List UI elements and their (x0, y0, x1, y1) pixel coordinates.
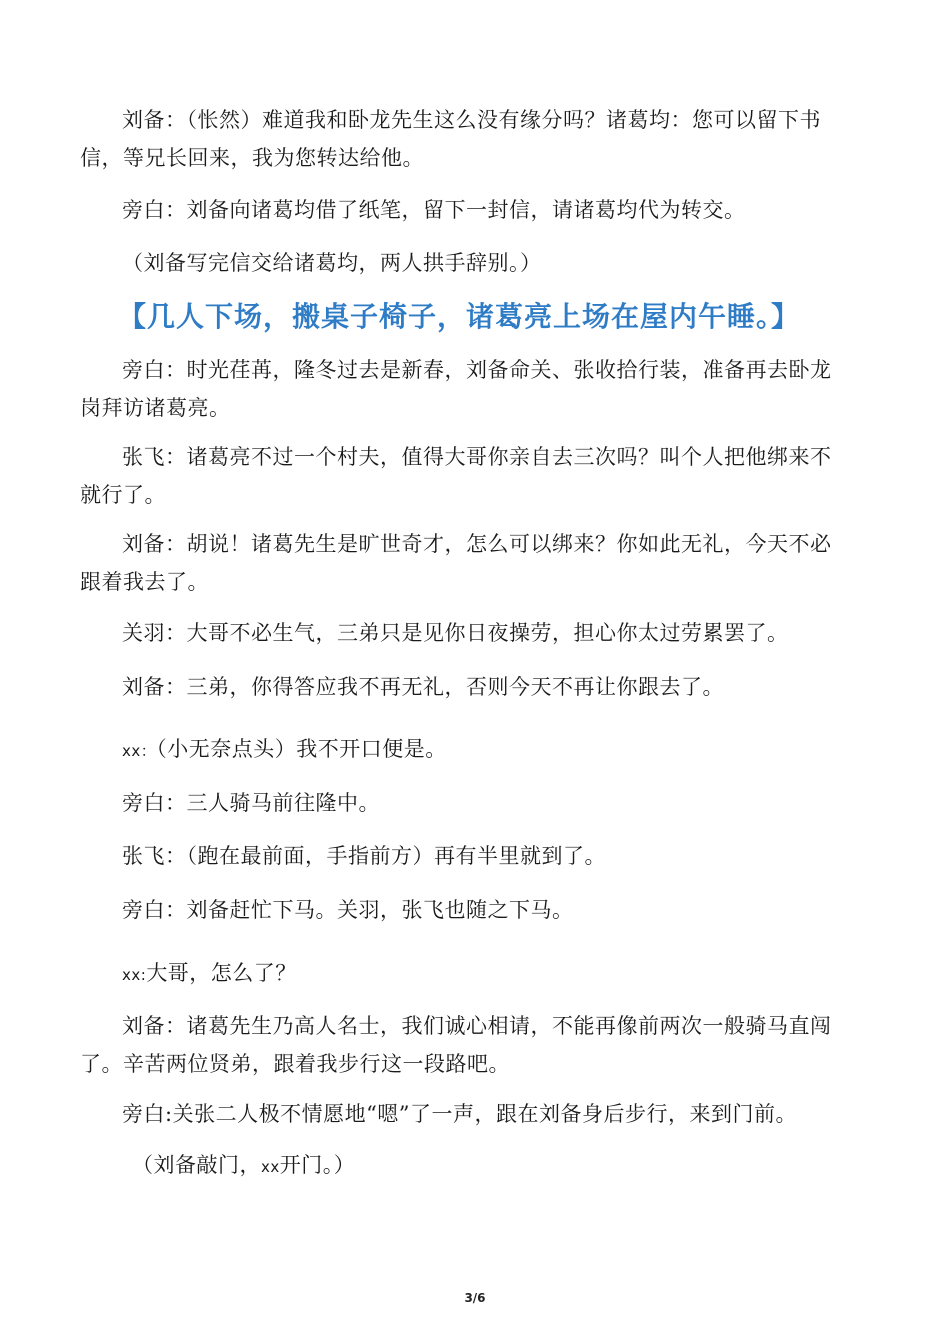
paragraph-stage-direction-2 (90, 1146, 850, 1186)
stage-text-a: （刘备敲门， (132, 1153, 261, 1177)
paragraph-zhangfei-1: 张飞：诸葛亮不过一个村夫，值得大哥你亲自去三次吗？叫个人把他绑来不就行了。 (80, 445, 832, 507)
paragraph-liubei-3: 刘备：三弟，你得答应我不再无礼，否则今天不再让你跟去了。 (122, 675, 724, 699)
paragraph-liubei-1: 刘备：（怅然）难道我和卧龙先生这么没有缘分吗？诸葛均：您可以留下书信，等兄长回来，我为您转达给他。 (80, 108, 821, 170)
speaker-xx: xx (261, 1158, 280, 1176)
paragraph-xx-1 (80, 730, 840, 770)
paragraph-narration-5: 旁白:关张二人极不情愿地“嗯”了一声，跟在刘备身后步行，来到门前。 (122, 1102, 798, 1126)
paragraph-narration-4: 旁白：刘备赶忙下马。关羽，张飞也随之下马。 (122, 898, 574, 922)
paragraph-narration-2: 旁白：时光荏苒，隆冬过去是新春，刘备命关、张收拾行装，准备再去卧龙岗拜访诸葛亮。 (80, 358, 832, 420)
speaker-xx: xx： (122, 742, 157, 760)
paragraph-liubei-4: 刘备：诸葛先生乃高人名士，我们诚心相请，不能再像前两次一般骑马直闯了。辛苦两位贤弟，跟着我步行这一段路吧。 (80, 1014, 832, 1076)
dialogue-text: 大哥，怎么了？ (146, 961, 297, 985)
speaker-xx: xx: (122, 966, 147, 984)
paragraph-narration-1: 旁白：刘备向诸葛均借了纸笔，留下一封信，请诸葛均代为转交。 (122, 198, 746, 222)
page-number: 3/6 (464, 1291, 486, 1305)
paragraph-guanyu-1: 关羽：大哥不必生气，三弟只是见你日夜操劳，担心你太过劳累罢了。 (122, 621, 789, 645)
paragraph-liubei-2: 刘备：胡说！诸葛先生是旷世奇才，怎么可以绑来？你如此无礼，今天不必跟着我去了。 (80, 532, 832, 594)
stage-text-b: 开门。） (279, 1153, 356, 1177)
dialogue-text: （小无奈点头）我不开口便是。 (156, 737, 447, 761)
scene-heading: 【几人下场，搬桌子椅子，诸葛亮上场在屋内午睡。】 (118, 300, 801, 333)
paragraph-stage-direction-1: （刘备写完信交给诸葛均，两人拱手辞别。） (122, 251, 542, 275)
paragraph-xx-2 (80, 954, 840, 994)
paragraph-zhangfei-2: 张飞：（跑在最前面，手指前方）再有半里就到了。 (122, 844, 606, 868)
paragraph-narration-3: 旁白：三人骑马前往隆中。 (122, 791, 380, 815)
